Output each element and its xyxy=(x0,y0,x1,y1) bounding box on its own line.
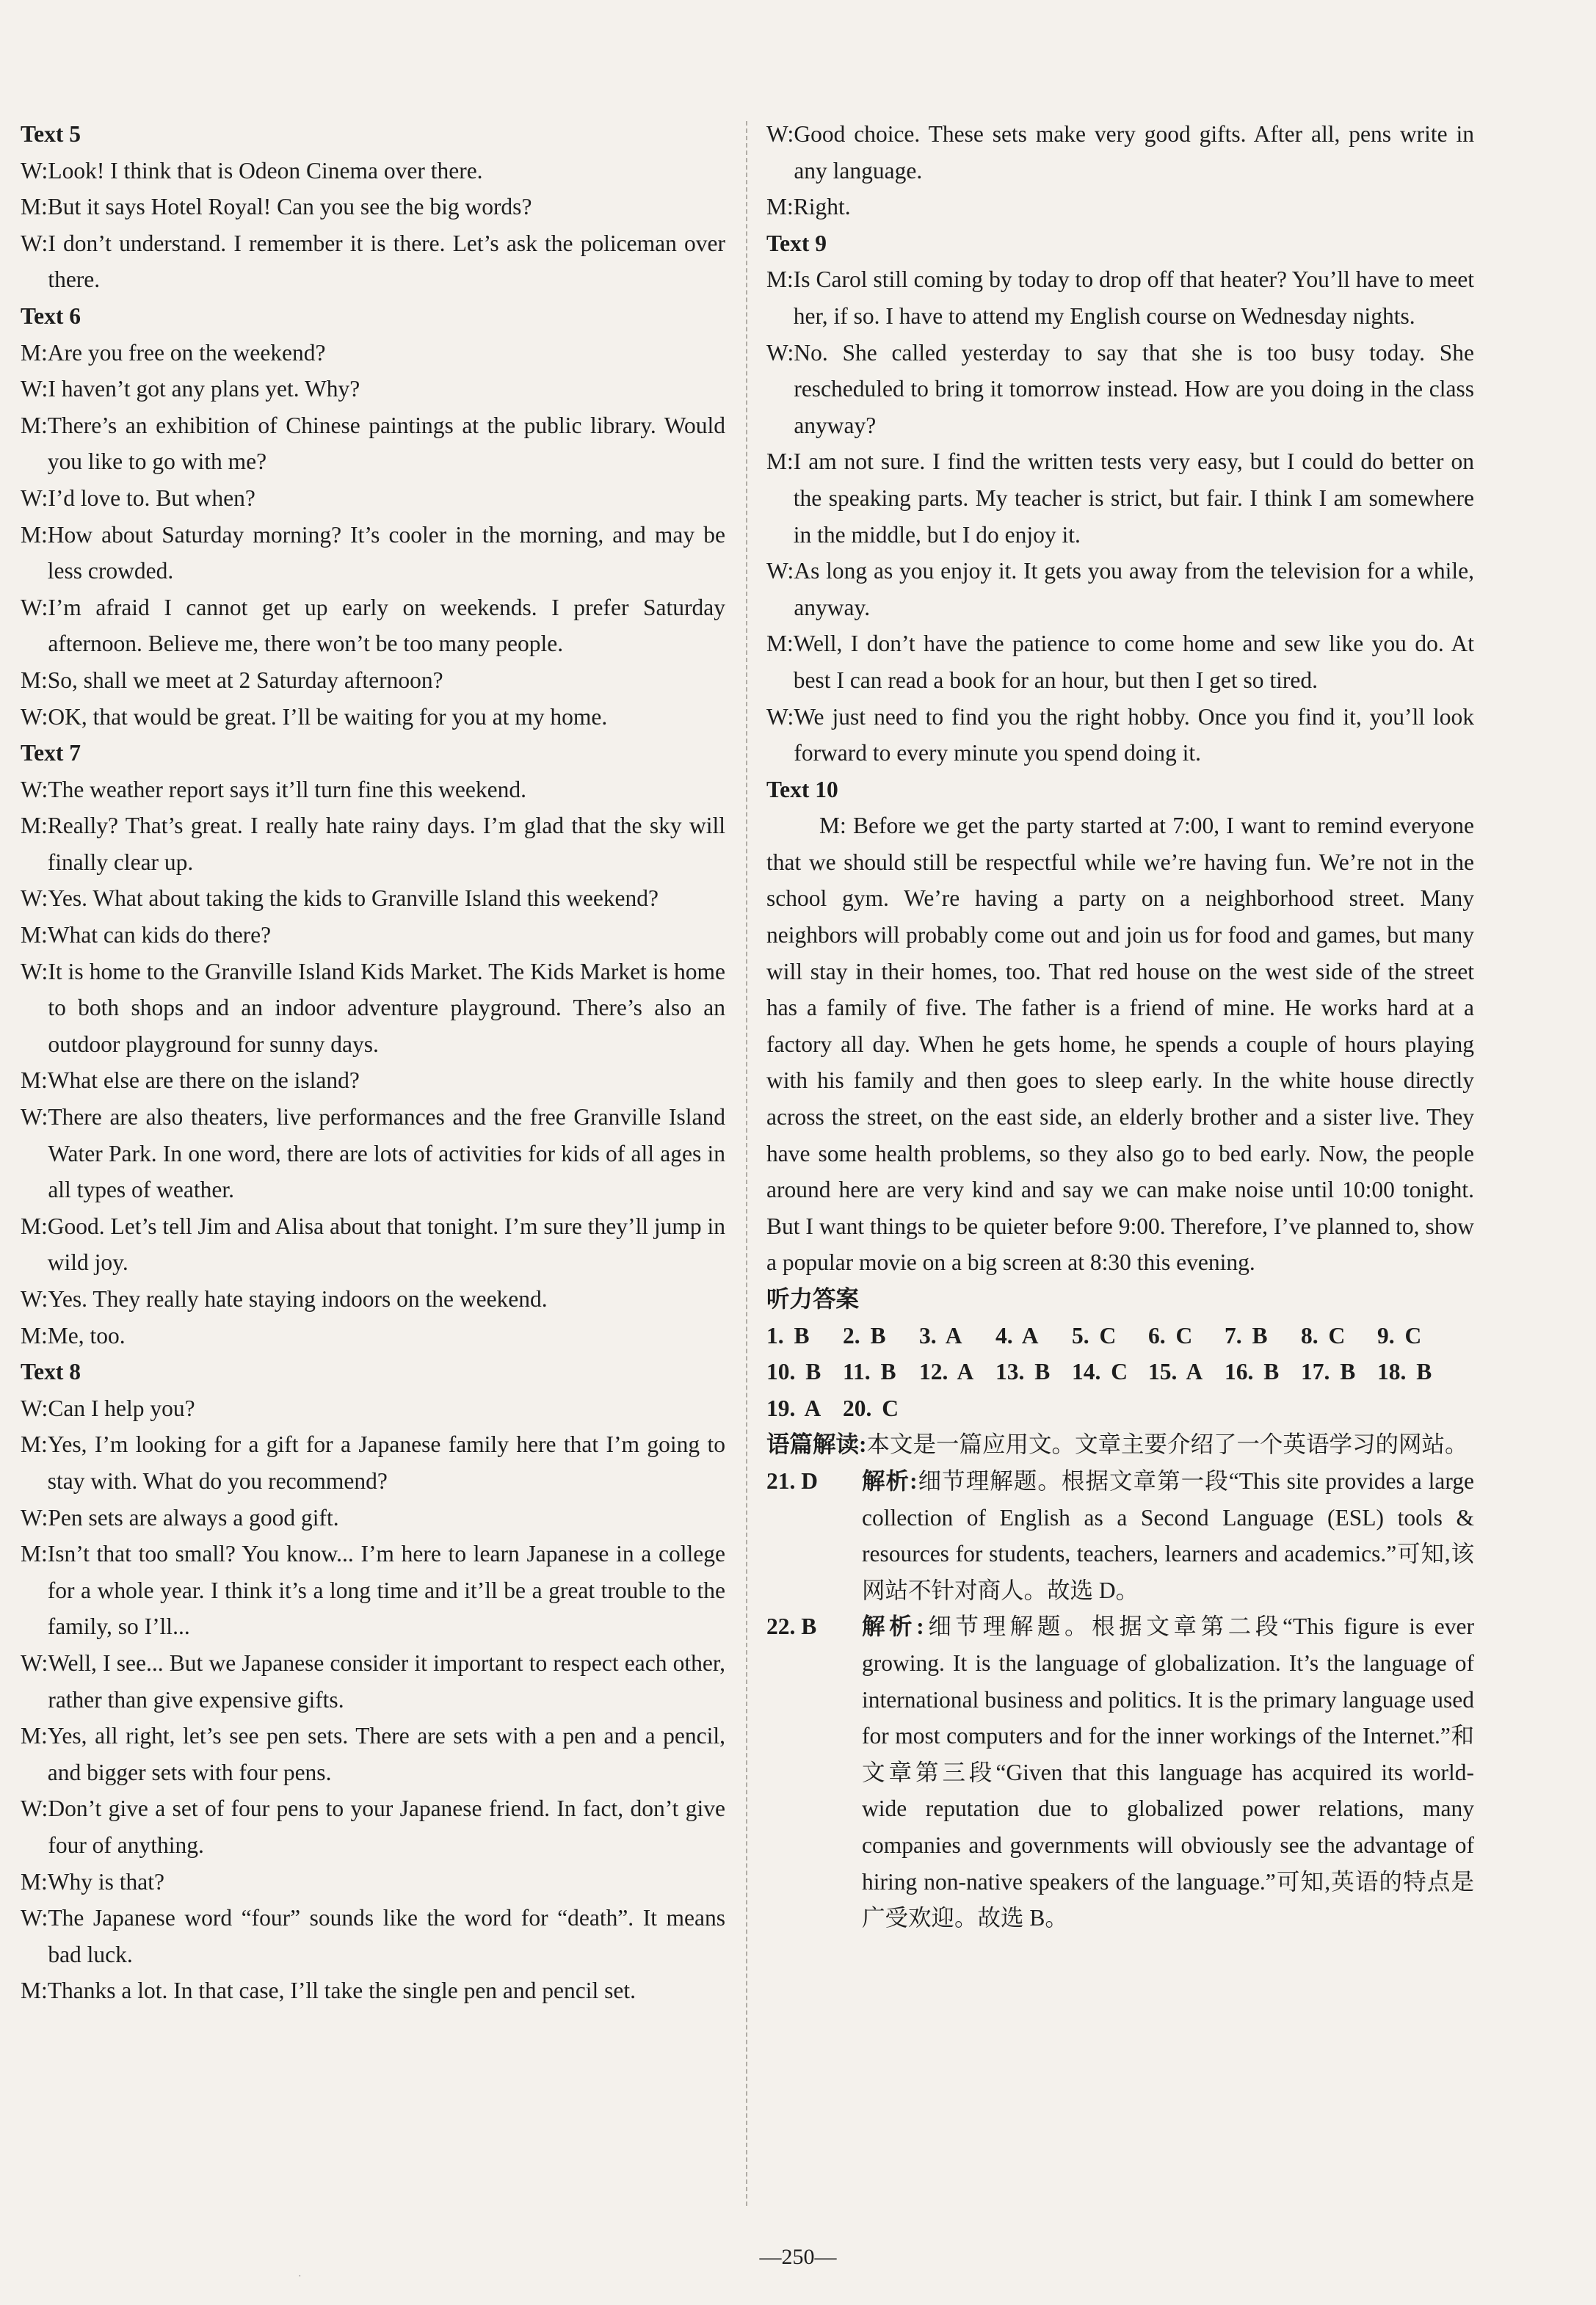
speaker-label: W: xyxy=(21,1649,48,1676)
dialogue-text: We just need to find you the right hobby. Once you find it, you’ll look forward to every minute you spend doing it. xyxy=(794,703,1474,766)
question-21-explanation xyxy=(862,1463,1474,1608)
passage-analysis-text: 本文是一篇应用文。文章主要介绍了一个英语学习的网站。 xyxy=(866,1431,1468,1458)
dialogue-text: I’m afraid I cannot get up early on weekends. I prefer Saturday afternoon. Believe me, there won’t be too many people. xyxy=(48,594,725,657)
dialogue-line xyxy=(21,1500,725,1536)
answer-key xyxy=(766,1318,1474,1427)
dialogue-line xyxy=(21,153,725,189)
dialogue-text: Isn’t that too small? You know... I’m here to learn Japanese in a college for a whole year. I think it’s a long time and it’ll be a great trouble to the family, so I’ll... xyxy=(47,1541,725,1640)
dialogue-line xyxy=(21,1099,725,1208)
dialogue-text: What can kids do there? xyxy=(47,922,272,948)
speaker-label: W: xyxy=(21,1796,48,1822)
speaker-label: M: xyxy=(766,194,794,220)
speaker-label: W: xyxy=(21,1395,48,1421)
question-22-explanation xyxy=(862,1608,1474,1936)
dialogue-text: OK, that would be great. I’ll be waiting for you at my home. xyxy=(48,703,608,730)
dialogue-text: The weather report says it’ll turn fine this weekend. xyxy=(48,776,526,802)
text5-dialogue xyxy=(21,153,725,298)
text10-heading: Text 10 xyxy=(766,776,838,802)
speaker-label: W: xyxy=(21,1905,48,1931)
dialogue-line xyxy=(21,1426,725,1499)
dialogue-text: I don’t understand. I remember it is there. Let’s ask the policeman over there. xyxy=(48,230,725,293)
question-21 xyxy=(766,1463,1474,1608)
speaker-label: W: xyxy=(766,558,794,584)
question-22-number: 22. B xyxy=(766,1614,817,1640)
answer-item: 7. B xyxy=(1225,1322,1268,1348)
dialogue-line xyxy=(21,1972,725,2009)
dialogue-line xyxy=(21,1645,725,1718)
text6-heading: Text 6 xyxy=(21,302,81,329)
speaker-label: M: xyxy=(21,194,48,220)
dialogue-line xyxy=(21,1718,725,1790)
passage-analysis xyxy=(766,1426,1474,1463)
page-number: —250— xyxy=(759,2245,837,2269)
speaker-label: W: xyxy=(21,703,48,730)
dialogue-text: Well, I see... But we Japanese consider it important to respect each other, rather than give expensive gifts. xyxy=(48,1649,725,1713)
answer-item: 10. B xyxy=(766,1359,821,1385)
speaker-label: M: xyxy=(21,1067,48,1094)
dialogue-line xyxy=(766,443,1474,553)
speaker-label: W: xyxy=(766,121,794,147)
question-22 xyxy=(766,1608,1474,1936)
dialogue-text: But it says Hotel Royal! Can you see the big words? xyxy=(47,194,532,220)
dialogue-line xyxy=(21,954,725,1063)
dialogue-line xyxy=(21,699,725,736)
answer-item: 13. B xyxy=(995,1359,1051,1385)
answers-heading: 听力答案 xyxy=(766,1286,860,1312)
text5-heading: Text 5 xyxy=(21,121,81,147)
answer-item: 2. B xyxy=(843,1322,886,1348)
text8-dialogue-continued xyxy=(766,116,1474,225)
answer-item: 6. C xyxy=(1148,1322,1193,1348)
dialogue-line xyxy=(21,662,725,699)
speaker-label: W: xyxy=(21,594,48,620)
dialogue-text: Is Carol still coming by today to drop off that heater? You’ll have to meet her, if so. I have to attend my English course on Wednesday nights. xyxy=(793,266,1474,329)
dialogue-line xyxy=(21,517,725,589)
dialogue-line xyxy=(21,371,725,407)
scan-mark: · xyxy=(298,2271,302,2282)
dialogue-line xyxy=(766,261,1474,334)
dialogue-line xyxy=(21,1062,725,1099)
text9-dialogue xyxy=(766,261,1474,771)
dialogue-line xyxy=(766,625,1474,698)
speaker-label: W: xyxy=(21,958,48,984)
speaker-label: W: xyxy=(21,885,48,912)
answer-item: 17. B xyxy=(1301,1359,1356,1385)
answer-item: 12. A xyxy=(919,1359,974,1385)
speaker-label: W: xyxy=(21,484,48,511)
question-22-label: 解析: xyxy=(862,1614,924,1640)
text9-heading: Text 9 xyxy=(766,230,827,256)
speaker-label: M: xyxy=(21,412,48,438)
dialogue-text: There are also theaters, live performances and the free Granville Island Water Park. In one word, there are lots of activities for kids of all ages in all types of weather. xyxy=(48,1104,725,1203)
dialogue-text: Don’t give a set of four pens to your Japanese friend. In fact, don’t give four of anything. xyxy=(48,1796,725,1858)
right-column xyxy=(766,116,1474,1936)
speaker-label: W: xyxy=(21,1504,48,1531)
text8-dialogue xyxy=(21,1390,725,2009)
dialogue-line xyxy=(21,917,725,954)
answer-item: 4. A xyxy=(995,1322,1039,1348)
speaker-label: W: xyxy=(21,157,48,184)
dialogue-text: No. She called yesterday to say that she is too busy today. She rescheduled to bring it tomorrow instead. How are you doing in the class anyway? xyxy=(794,339,1474,438)
speaker-label: M: xyxy=(766,631,794,657)
speaker-label: M: xyxy=(766,266,794,293)
dialogue-line xyxy=(21,1536,725,1645)
speaker-label: W: xyxy=(21,1104,48,1130)
speaker-label: M: xyxy=(21,813,48,839)
answer-item: 5. C xyxy=(1072,1322,1117,1348)
dialogue-line xyxy=(21,1864,725,1901)
question-21-text: 细节理解题。根据文章第一段“This site provides a large collection of English as a Second Language (ESL) tools & resources for students, teachers, learners and academics.”可知,该网站不针对商人。故选 D。 xyxy=(862,1467,1474,1603)
speaker-label: W: xyxy=(766,703,794,730)
dialogue-text: Really? That’s great. I really hate rainy days. I’m glad that the sky will finally clear up. xyxy=(47,813,725,875)
question-22-text: 细节理解题。根据文章第二段“This figure is ever growing. It is the language of globalization. It’s the language of international business and politics. It is the primary language used for most computers and for the inner workings of the Internet.”和文章第三段“Given that this language has acquired its world-wide reputation due to globalized power relations, many companies and governments will obviously see the advantage of hiring non-native speakers of the language.”可知,英语的特点是广受欢迎。故选 B。 xyxy=(862,1614,1474,1931)
dialogue-text: Yes. They really hate staying indoors on the weekend. xyxy=(48,1286,548,1312)
speaker-label: M: xyxy=(21,521,48,548)
speaker-label: M: xyxy=(21,339,48,366)
answer-item: 1. B xyxy=(766,1322,810,1348)
speaker-label: M: xyxy=(21,1322,48,1348)
dialogue-text: Yes. What about taking the kids to Granville Island this weekend? xyxy=(48,885,659,912)
dialogue-text: I am not sure. I find the written tests very easy, but I could do better on the speaking parts. My teacher is strict, but fair. I think I am somewhere in the middle, but I do enjoy it. xyxy=(793,449,1474,548)
dialogue-line xyxy=(766,335,1474,444)
dialogue-text: The Japanese word “four” sounds like the word for “death”. It means bad luck. xyxy=(48,1905,725,1967)
text6-dialogue xyxy=(21,335,725,736)
dialogue-line xyxy=(766,553,1474,625)
speaker-label: M: xyxy=(21,1723,48,1749)
dialogue-text: Why is that? xyxy=(47,1868,164,1895)
dialogue-text: As long as you enjoy it. It gets you away from the television for a while, anyway. xyxy=(794,558,1474,620)
answer-item: 8. C xyxy=(1301,1322,1346,1348)
speaker-label: W: xyxy=(21,376,48,402)
speaker-label: M: xyxy=(21,1978,48,2004)
answer-item: 16. B xyxy=(1225,1359,1280,1385)
dialogue-text: I haven’t got any plans yet. Why? xyxy=(48,376,360,402)
dialogue-text: Can I help you? xyxy=(48,1395,195,1421)
question-21-number: 21. D xyxy=(766,1467,818,1494)
answer-item: 19. A xyxy=(766,1395,821,1421)
left-column xyxy=(21,116,725,2009)
dialogue-line xyxy=(21,1208,725,1281)
speaker-label: M: xyxy=(21,922,48,948)
dialogue-line xyxy=(21,772,725,808)
dialogue-text: It is home to the Granville Island Kids Market. The Kids Market is home to both shops and an indoor adventure playground. There’s also an outdoor playground for sunny days. xyxy=(48,958,725,1057)
text10-paragraph xyxy=(766,807,1474,1281)
dialogue-line xyxy=(21,335,725,371)
dialogue-text: Good. Let’s tell Jim and Alisa about that tonight. I’m sure they’ll jump in wild joy. xyxy=(47,1213,725,1276)
answer-item: 3. A xyxy=(919,1322,962,1348)
passage-analysis-label: 语篇解读: xyxy=(766,1431,867,1458)
dialogue-line xyxy=(21,1390,725,1427)
speaker-label: M: xyxy=(21,1868,48,1895)
column-divider xyxy=(746,121,747,2206)
dialogue-line xyxy=(21,407,725,480)
dialogue-line xyxy=(766,116,1474,189)
dialogue-text: There’s an exhibition of Chinese paintings at the public library. Would you like to go with me? xyxy=(47,412,725,475)
dialogue-text: Pen sets are always a good gift. xyxy=(48,1504,339,1531)
dialogue-line xyxy=(21,225,725,298)
text8-heading: Text 8 xyxy=(21,1359,81,1385)
text7-heading: Text 7 xyxy=(21,740,81,766)
dialogue-line xyxy=(21,807,725,880)
dialogue-text: So, shall we meet at 2 Saturday afternoon? xyxy=(47,667,443,693)
dialogue-line xyxy=(21,1318,725,1354)
question-21-label: 解析: xyxy=(862,1467,918,1494)
dialogue-text: Good choice. These sets make very good gifts. After all, pens write in any language. xyxy=(794,121,1474,184)
speaker-label: M: xyxy=(21,1213,48,1239)
dialogue-text: Yes, all right, let’s see pen sets. There are sets with a pen and a pencil, and bigger sets with four pens. xyxy=(47,1723,725,1785)
answer-item: 18. B xyxy=(1377,1359,1432,1385)
dialogue-text: I’d love to. But when? xyxy=(48,484,255,511)
text10-paragraph-text: M: Before we get the party started at 7:00, I want to remind everyone that we should still be respectful while we’re having fun. We’re not in the school gym. We’re having a party on a neighborhood street. Many neighbors will probably come out and join us for food and games, but many will stay in their homes, too. That red house on the west side of the street has a family of five. The father is a friend of mine. He works hard at a factory all day. When he gets home, he spends a couple of hours playing with his family and then goes to sleep early. In the white house directly across the street, on the east side, an elderly brother and a sister live. They have some health problems, so they also go to bed early. Now, the people around here are very kind and say we can make noise until 10:00 tonight. But I want things to be quieter before 9:00. Therefore, I’ve planned to, show a popular movie on a big screen at 8:30 this evening. xyxy=(766,813,1474,1276)
answer-item: 9. C xyxy=(1377,1322,1422,1348)
answer-item: 20. C xyxy=(843,1395,899,1421)
speaker-label: W: xyxy=(21,230,48,256)
speaker-label: W: xyxy=(766,339,794,366)
dialogue-line xyxy=(766,699,1474,772)
dialogue-text: Are you free on the weekend? xyxy=(47,339,326,366)
speaker-label: W: xyxy=(21,1286,48,1312)
dialogue-text: Well, I don’t have the patience to come home and sew like you do. At best I can read a book for an hour, but then I get so tired. xyxy=(793,631,1474,693)
answer-item: 15. A xyxy=(1148,1359,1203,1385)
dialogue-line xyxy=(766,189,1474,225)
dialogue-line xyxy=(21,1790,725,1863)
speaker-label: M: xyxy=(766,449,794,475)
speaker-label: M: xyxy=(21,1431,48,1458)
dialogue-text: Right. xyxy=(793,194,851,220)
dialogue-line xyxy=(21,589,725,662)
dialogue-text: What else are there on the island? xyxy=(47,1067,360,1094)
dialogue-line xyxy=(21,1900,725,1972)
speaker-label: W: xyxy=(21,776,48,802)
speaker-label: M: xyxy=(21,1541,48,1567)
dialogue-text: Look! I think that is Odeon Cinema over there. xyxy=(48,157,483,184)
dialogue-text: Thanks a lot. In that case, I’ll take the single pen and pencil set. xyxy=(47,1978,636,2004)
dialogue-text: Me, too. xyxy=(47,1322,126,1348)
dialogue-line xyxy=(21,189,725,225)
dialogue-line xyxy=(21,880,725,917)
dialogue-line xyxy=(21,1281,725,1318)
speaker-label: M: xyxy=(21,667,48,693)
dialogue-line xyxy=(21,480,725,517)
text7-dialogue xyxy=(21,772,725,1354)
answer-item: 11. B xyxy=(843,1359,896,1385)
dialogue-text: Yes, I’m looking for a gift for a Japanese family here that I’m going to stay with. What do you recommend? xyxy=(47,1431,725,1494)
answer-item: 14. C xyxy=(1072,1359,1128,1385)
dialogue-text: How about Saturday morning? It’s cooler in the morning, and may be less crowded. xyxy=(47,521,725,584)
